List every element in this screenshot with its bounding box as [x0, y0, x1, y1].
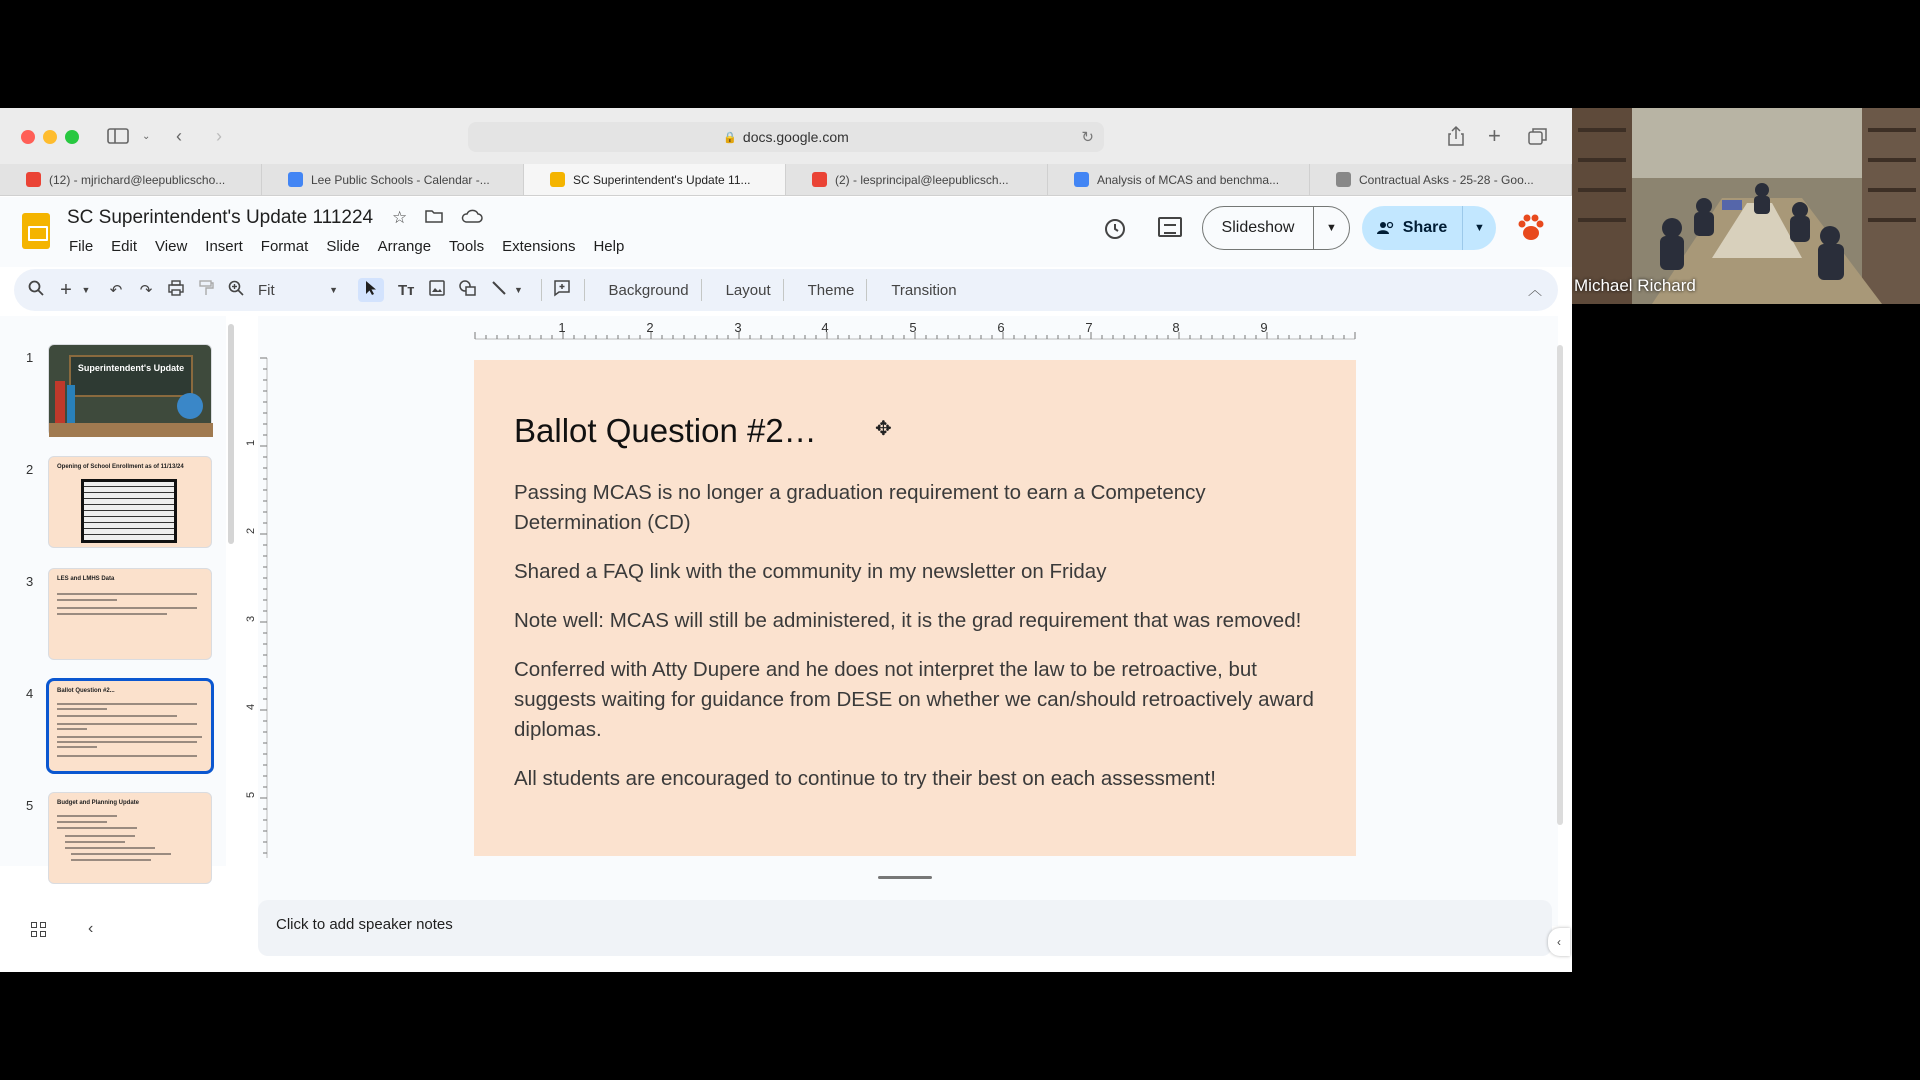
slides-logo-icon[interactable]	[22, 213, 50, 249]
share-options-chevron-icon[interactable]: ▼	[1462, 206, 1496, 250]
zoom-chevron-icon: ▼	[329, 285, 338, 295]
title-bar	[0, 108, 1572, 164]
ruler-label: 3	[245, 615, 257, 622]
layout-button[interactable]: Layout	[725, 281, 771, 299]
calendar-icon	[288, 172, 303, 187]
slide-number: 4	[26, 686, 34, 701]
new-tab-icon[interactable]: +	[1488, 123, 1501, 148]
document-title[interactable]: SC Superintendent's Update 111224	[67, 207, 374, 228]
browser-tab-active[interactable]	[524, 164, 786, 195]
transition-button[interactable]: Transition	[891, 281, 957, 299]
menu-view[interactable]: View	[155, 238, 188, 255]
collapse-toolbar-chevron-up-icon[interactable]: ︿	[1528, 282, 1542, 298]
speaker-notes-placeholder: Click to add speaker notes	[276, 916, 453, 933]
share-button[interactable]	[1362, 206, 1496, 250]
ruler-label: 8	[1172, 320, 1180, 335]
slide-body-text[interactable]	[514, 478, 1324, 813]
add-comment-icon[interactable]	[554, 280, 570, 300]
slide-thumbnail-row-selected[interactable]	[0, 680, 226, 776]
video-participant-tile	[1572, 108, 1920, 304]
sidebar-toggle-icon[interactable]	[106, 125, 130, 147]
new-slide-layout-chevron-icon[interactable]: ▼	[81, 285, 91, 295]
select-cursor-icon[interactable]	[358, 278, 384, 302]
docs-icon	[1074, 172, 1089, 187]
version-history-icon[interactable]	[1103, 217, 1127, 247]
theme-button[interactable]: Theme	[807, 281, 855, 299]
ruler-label: 1	[245, 439, 257, 446]
url-text: docs.google.com	[742, 129, 849, 145]
notes-resize-handle[interactable]	[878, 876, 932, 879]
undo-icon[interactable]: ↶	[109, 282, 123, 299]
slide-title[interactable]: Ballot Question #2…	[514, 412, 817, 449]
current-slide[interactable]	[474, 360, 1356, 856]
ruler-label: 3	[734, 320, 742, 335]
browser-tab[interactable]	[1310, 164, 1572, 195]
grid-view-icon[interactable]	[31, 922, 47, 938]
slides-icon	[550, 172, 565, 187]
print-icon[interactable]	[168, 280, 184, 300]
vertical-ruler	[245, 358, 268, 858]
line-chevron-icon[interactable]: ▼	[514, 285, 523, 295]
side-panel-chevron-left-icon[interactable]: ‹	[1548, 928, 1570, 956]
menu-insert[interactable]: Insert	[205, 238, 243, 255]
slide-paragraph: Passing MCAS is no longer a graduation requirement to earn a Competency Determination (CD)	[514, 481, 1206, 534]
menu-extensions[interactable]: Extensions	[502, 238, 576, 255]
chevron-down-icon[interactable]: ⌄	[142, 130, 151, 142]
speaker-notes[interactable]	[258, 900, 1552, 956]
slide-paragraph: All students are encouraged to continue to try their best on each assessment!	[514, 767, 1216, 790]
forward-icon[interactable]: ›	[216, 125, 222, 146]
slide-paragraph: Note well: MCAS will still be administered, it is the grad requirement that was removed!	[514, 609, 1302, 632]
slide-number: 5	[26, 798, 34, 813]
ruler-label: 6	[997, 320, 1005, 335]
reload-icon[interactable]: ↻	[1081, 129, 1094, 146]
tab-label: Lee Public Schools - Calendar -...	[311, 172, 490, 187]
minimize-window-button[interactable]	[43, 130, 57, 144]
slide-thumbnail-title: Superintendent's Update	[77, 363, 185, 373]
gmail-icon	[26, 172, 41, 187]
slide-thumbnail-title: Ballot Question #2...	[57, 688, 115, 694]
back-icon[interactable]: ‹	[176, 125, 182, 146]
horizontal-ruler	[475, 320, 1355, 340]
ruler-label: 9	[1260, 320, 1268, 335]
zoom-window-button[interactable]	[65, 130, 79, 144]
slide-thumbnail-row[interactable]	[0, 792, 226, 888]
hide-filmstrip-chevron-left-icon[interactable]: ‹	[88, 920, 94, 937]
slide-thumbnail-selected[interactable]	[46, 678, 214, 774]
slide-number: 1	[26, 350, 34, 365]
slide-number: 3	[26, 574, 34, 589]
editor-scrollbar[interactable]	[1557, 345, 1563, 825]
tab-overview-icon[interactable]	[1528, 125, 1548, 147]
slideshow-button[interactable]	[1202, 206, 1350, 250]
docs-header	[0, 197, 1572, 267]
tab-strip	[0, 164, 1572, 196]
background-button[interactable]: Background	[608, 281, 689, 299]
slide-thumbnail-row[interactable]	[0, 568, 226, 664]
tab-label: Analysis of MCAS and benchma...	[1097, 172, 1280, 187]
ruler-label: 4	[821, 320, 829, 335]
cloud-status-icon[interactable]	[461, 208, 483, 228]
browser-tab[interactable]	[262, 164, 524, 195]
slideshow-label: Slideshow	[1221, 219, 1295, 236]
slide-thumbnail[interactable]	[48, 456, 212, 548]
ruler-label: 2	[245, 527, 257, 534]
slide-thumbnail[interactable]	[48, 344, 212, 436]
ruler-label: 2	[646, 320, 654, 335]
zoom-value: Fit	[258, 281, 275, 299]
slide-thumbnail-title: Opening of School Enrollment as of 11/13/24	[57, 464, 184, 470]
slide-thumbnail[interactable]	[48, 568, 212, 660]
slideshow-options-chevron-icon[interactable]: ▼	[1326, 222, 1337, 234]
new-slide-plus-icon[interactable]: +	[60, 278, 72, 301]
menu-tools[interactable]: Tools	[449, 238, 485, 255]
browser-tab[interactable]	[1048, 164, 1310, 195]
zoom-icon[interactable]	[228, 280, 244, 300]
slide-thumbnail-title: Budget and Planning Update	[57, 800, 139, 806]
insert-image-icon[interactable]	[429, 280, 445, 300]
star-icon[interactable]: ☆	[392, 208, 408, 227]
ruler-label: 5	[245, 791, 257, 798]
menu-slide[interactable]: Slide	[326, 238, 360, 255]
slide-paragraph: Shared a FAQ link with the community in my newsletter on Friday	[514, 560, 1107, 583]
slide-number: 2	[26, 462, 34, 477]
menu-file[interactable]: File	[69, 238, 94, 255]
menu-bar	[60, 238, 633, 255]
slide-thumbnail-row[interactable]	[0, 344, 226, 440]
lock-icon: 🔒	[723, 131, 737, 144]
share-label: Share	[1402, 219, 1448, 236]
comments-icon[interactable]	[1158, 217, 1182, 237]
slide-thumbnail-title: LES and LMHS Data	[57, 576, 115, 582]
zoom-select[interactable]	[258, 282, 338, 299]
line-icon[interactable]	[491, 280, 507, 300]
slide-thumbnail[interactable]	[48, 792, 212, 884]
people-icon	[1377, 221, 1395, 235]
gmail-icon	[812, 172, 827, 187]
search-menus-icon[interactable]	[28, 280, 44, 300]
meeting-room-video-feed	[1572, 108, 1920, 304]
tab-label: (2) - lesprincipal@leepublicsch...	[835, 172, 1009, 187]
close-window-button[interactable]	[21, 130, 35, 144]
move-folder-icon[interactable]	[425, 208, 443, 228]
address-bar[interactable]	[468, 122, 1104, 152]
account-avatar-paw-icon[interactable]	[1516, 213, 1546, 243]
ruler-label: 4	[245, 703, 257, 710]
ruler-label: 5	[909, 320, 917, 335]
share-page-icon[interactable]	[1448, 125, 1464, 147]
filmstrip-scrollbar[interactable]	[228, 324, 234, 544]
ruler-label: 7	[1085, 320, 1093, 335]
slide-paragraph: Conferred with Atty Dupere and he does not interpret the law to be retroactive, but suggests waiting for guidance from DESE on whether we can/should retroactively award diplomas.	[514, 658, 1314, 741]
browser-tab[interactable]	[786, 164, 1048, 195]
participant-name: Michael Richard	[1574, 276, 1696, 295]
generic-page-icon	[1336, 172, 1351, 187]
text-box-icon[interactable]: Tт	[398, 281, 415, 299]
ruler-label: 1	[558, 320, 566, 335]
move-cursor-icon: ✥	[875, 418, 892, 440]
tab-label: SC Superintendent's Update 11...	[573, 172, 751, 187]
slide-thumbnail-row[interactable]	[0, 456, 226, 552]
menu-edit[interactable]: Edit	[111, 238, 138, 255]
tab-label: Contractual Asks - 25-28 - Goo...	[1359, 172, 1534, 187]
shape-icon[interactable]	[459, 280, 477, 300]
tab-label: (12) - mjrichard@leepublicscho...	[49, 172, 226, 187]
menu-format[interactable]: Format	[260, 238, 309, 255]
paint-format-icon[interactable]	[198, 280, 214, 300]
menu-arrange[interactable]: Arrange	[377, 238, 432, 255]
menu-help[interactable]: Help	[593, 238, 625, 255]
editing-toolbar	[14, 269, 1558, 311]
browser-tab[interactable]	[0, 164, 262, 195]
redo-icon[interactable]: ↷	[139, 282, 153, 299]
slide-filmstrip	[0, 316, 226, 866]
